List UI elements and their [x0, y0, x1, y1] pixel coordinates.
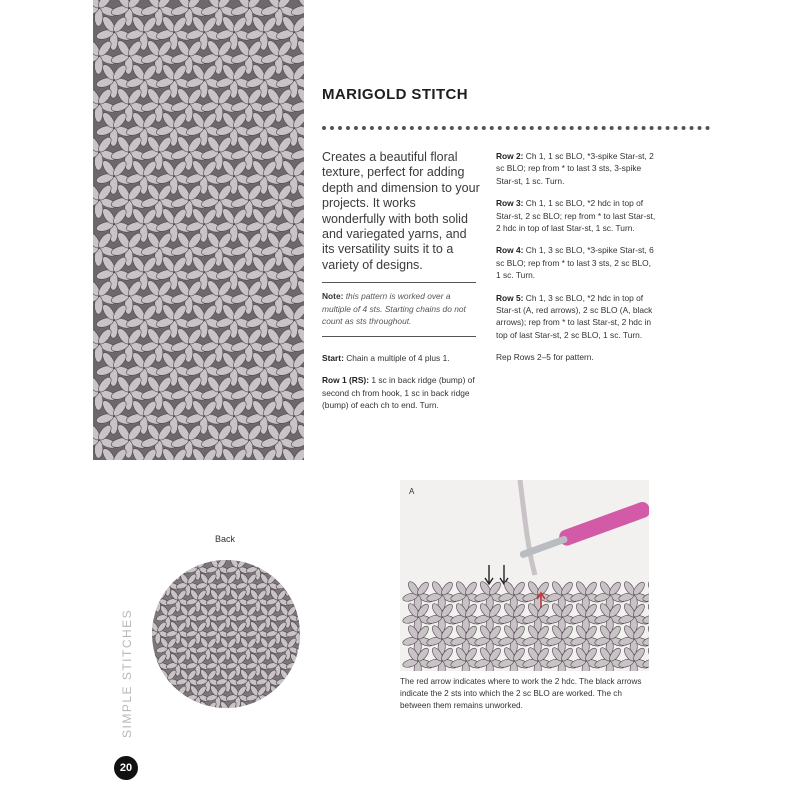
back-view-photo	[152, 560, 300, 708]
crochet-hook-icon	[519, 500, 649, 559]
row-2-label: Row 2:	[496, 151, 524, 161]
row-4-step	[496, 244, 656, 281]
row-5-label: Row 5:	[496, 292, 524, 303]
back-swatch-texture	[152, 560, 300, 708]
dotted-divider	[322, 126, 710, 130]
marigold-swatch-texture	[93, 0, 304, 460]
hook-in-work-illustration	[400, 480, 649, 671]
row-5-step	[496, 292, 656, 342]
row-4-label: Row 4:	[496, 245, 524, 256]
start-step	[322, 352, 480, 364]
step-photo-a	[400, 480, 649, 671]
note-text: this pattern is worked over a multiple of 4 sts. Starting chains do not count as sts throughout.	[322, 291, 466, 327]
start-text: Chain a multiple of 4 plus 1.	[346, 353, 450, 363]
row-1-step	[322, 374, 480, 411]
photo-label-a: A	[409, 487, 415, 496]
row-1-label: Row 1 (RS):	[322, 375, 369, 386]
page-number: 20	[114, 756, 138, 780]
instructions-left	[322, 352, 480, 422]
repeat-instruction: Rep Rows 2–5 for pattern.	[496, 352, 594, 363]
back-view-label: Back	[215, 534, 236, 544]
swatch-photo	[93, 0, 304, 460]
photo-caption: The red arrow indicates where to work the 2 hdc. The black arrows indicate the 2 sts into which the 2 sc BLO are worked. The ch between them remains unworked.	[400, 677, 642, 711]
row-3-text: Ch 1, 1 sc BLO, *2 hdc in top of Star-st, 2 sc BLO; rep from * to last Star-st, 2 hdc in top of last Star-st, 1 sc. Turn.	[496, 198, 656, 234]
row-5-text: Ch 1, 3 sc BLO, *2 hdc in top of Star-st (A, red arrows), 2 sc BLO (A, black arrows); rep from * to last Star-st, 2 hdc in top of last Star-st, 2 sc BLO, 1 sc. Turn.	[496, 292, 653, 340]
note-label: Note:	[322, 291, 344, 301]
start-label: Start:	[322, 353, 344, 363]
note-top-rule	[322, 282, 476, 283]
note-block	[322, 290, 480, 328]
instructions-right	[496, 150, 656, 374]
row-1-text: 1 sc in back ridge (bump) of second ch from hook, 1 sc in back ridge (bump) of each ch to end. Turn.	[322, 375, 475, 411]
note-bottom-rule	[322, 336, 476, 337]
intro-text: Creates a beautiful floral texture, perfect for adding depth and dimension to your projects. It works wonderfully with both solid and variegated yarns, and its versatility suits it to a variety of designs.	[322, 150, 480, 272]
row-3-step	[496, 197, 656, 234]
row-3-label: Row 3:	[496, 198, 524, 209]
row-2-step	[496, 150, 656, 187]
yarn-strand	[520, 480, 535, 575]
page-title: MARIGOLD STITCH	[322, 86, 468, 103]
row-4-text: Ch 1, 3 sc BLO, *3-spike Star-st, 6 sc BLO; rep from * to last 3 sts, 2 sc BLO, 1 sc. Turn.	[496, 245, 654, 281]
section-side-label: SIMPLE STITCHES	[120, 608, 134, 738]
black-arrows-icon	[485, 565, 508, 584]
row-2-text: Ch 1, 1 sc BLO, *3-spike Star-st, 2 sc BLO; rep from * to last 3 sts, 3-spike Star-st, 1 sc. Turn.	[496, 151, 654, 186]
